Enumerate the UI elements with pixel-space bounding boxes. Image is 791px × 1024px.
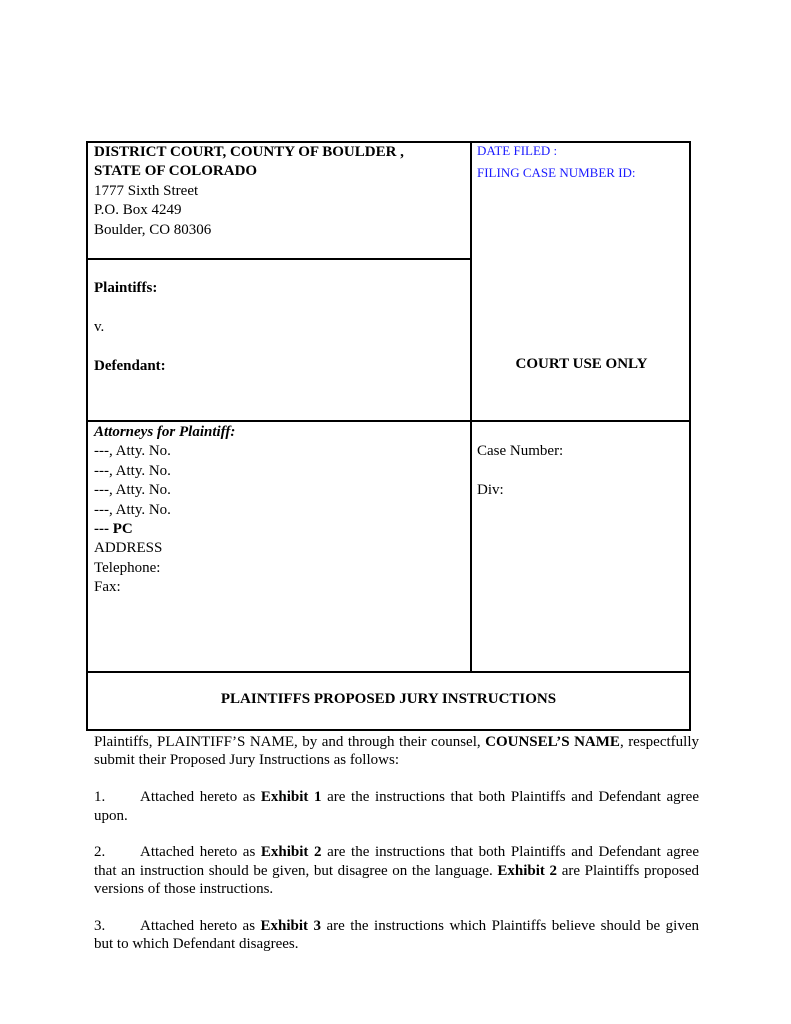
firm-name: --- PC (94, 521, 133, 538)
exhibit-label: Exhibit 1 (260, 789, 322, 806)
item-text: are the instructions which Plaintiffs believe should be given but to which Defendant disagrees. (94, 918, 699, 953)
court-state: STATE OF COLORADO (94, 163, 258, 180)
court-address-city: Boulder, CO 80306 (94, 221, 212, 238)
item-number: 3. (94, 918, 106, 935)
court-block (94, 143, 404, 240)
court-name: DISTRICT COURT, COUNTY OF BOULDER , (94, 144, 404, 160)
exhibit-label: Exhibit 2 (260, 844, 322, 861)
firm-address: ADDRESS (94, 540, 163, 557)
attorneys-block (94, 423, 235, 598)
parties-block (94, 279, 166, 376)
versus-label: v. (94, 318, 105, 335)
intro-text: Plaintiffs, PLAINTIFF’S NAME, by and through their counsel, (94, 734, 486, 750)
div-label: Div: (477, 481, 504, 498)
attorney-line: ---, Atty. No. (94, 501, 171, 518)
filing-case-id-label: FILING CASE NUMBER ID: (477, 165, 636, 180)
caption-divider-parties (88, 420, 691, 422)
document-title: PLAINTIFFS PROPOSED JURY INSTRUCTIONS (220, 691, 557, 707)
intro-text-end: , respectfully submit their Proposed Jury Instructions as follows: (94, 734, 699, 769)
exhibit-label: Exhibit 3 (260, 918, 321, 935)
item-number: 2. (94, 844, 106, 861)
case-number-label: Case Number: (477, 443, 564, 459)
counsel-name: COUNSEL’S NAME (485, 734, 620, 750)
court-use-only-label: COURT USE ONLY (515, 356, 648, 372)
caption-box (86, 141, 691, 731)
defendant-label: Defendant: (94, 357, 166, 374)
document-body (94, 733, 699, 972)
caption-divider-attorneys (88, 671, 691, 673)
filing-block (477, 140, 636, 184)
caption-divider-vertical (470, 143, 472, 673)
item-text: Attached hereto as (140, 789, 261, 806)
date-filed-label: DATE FILED : (477, 143, 558, 158)
item-text: are Plaintiffs proposed versions of those instructions. (94, 862, 699, 898)
item-text: Attached hereto as (140, 918, 261, 935)
item-paragraph-3 (94, 917, 699, 954)
attorneys-heading: Attorneys for Plaintiff: (94, 424, 236, 440)
item-text: Attached hereto as (140, 844, 261, 861)
item-text: are the instructions that both Plaintiffs and Defendant agree upon. (94, 789, 699, 824)
attorney-line: ---, Atty. No. (94, 443, 171, 460)
intro-paragraph (94, 733, 699, 770)
fax-label: Fax: (94, 579, 121, 596)
court-address-box: P.O. Box 4249 (94, 202, 182, 219)
caption-divider-court (88, 258, 470, 260)
plaintiffs-label: Plaintiffs: (94, 280, 158, 296)
telephone-label: Telephone: (94, 559, 161, 576)
item-paragraph-2 (94, 843, 699, 898)
exhibit-label: Exhibit 2 (497, 862, 558, 879)
attorney-line: ---, Atty. No. (94, 482, 171, 499)
item-paragraph-1 (94, 788, 699, 825)
item-number: 1. (94, 789, 106, 806)
case-block (477, 442, 563, 500)
court-address-street: 1777 Sixth Street (94, 182, 199, 199)
attorney-line: ---, Atty. No. (94, 462, 171, 479)
item-text: are the instructions that both Plaintiffs and Defendant agree that an instruction should be given, but disagree on the language. (94, 844, 699, 879)
